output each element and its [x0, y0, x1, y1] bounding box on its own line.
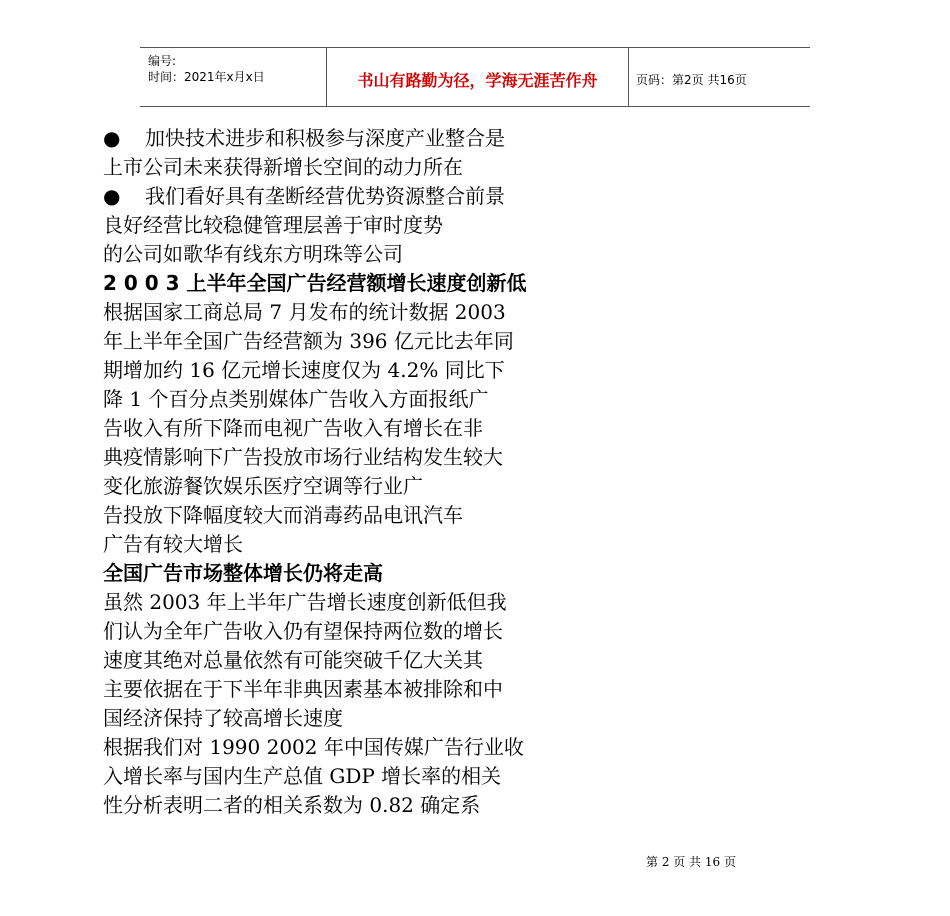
text-line [103, 617, 623, 646]
text-line [103, 153, 623, 182]
text-line [103, 675, 623, 704]
text-line [103, 211, 623, 240]
line-text: 我们看好具有垄断经营优势资源整合前景 [145, 184, 505, 208]
header-motto: 书山有路勤为径，学海无涯苦作舟 [357, 71, 598, 90]
line-text: 性分析表明二者的相关系数为 0.82 确定系 [103, 793, 481, 817]
line-text: 变化旅游餐饮娱乐医疗空调等行业广 [103, 474, 423, 498]
header-page-info: 页码：第2页 共16页 [636, 73, 747, 87]
line-text: 国经济保持了较高增长速度 [103, 706, 343, 730]
line-text: 上市公司未来获得新增长空间的动力所在 [103, 155, 463, 179]
line-text: 主要依据在于下半年非典因素基本被排除和中 [103, 677, 503, 701]
text-line [103, 733, 623, 762]
section-heading [103, 269, 623, 298]
line-text: 广告有较大增长 [103, 532, 243, 556]
line-text: 告收入有所下降而电视广告收入有增长在非 [103, 416, 483, 440]
text-line [103, 240, 623, 269]
text-line [103, 443, 623, 472]
text-line [103, 298, 623, 327]
text-line [103, 356, 623, 385]
text-line [103, 530, 623, 559]
header-page-cell [629, 48, 810, 106]
line-text: 的公司如歌华有线东方明珠等公司 [103, 242, 403, 266]
text-line [103, 414, 623, 443]
line-text: 降 1 个百分点类别媒体广告收入方面报纸广 [103, 387, 489, 411]
line-text: 速度其绝对总量依然有可能突破千亿大关其 [103, 648, 483, 672]
document-header [140, 47, 810, 107]
text-line [103, 385, 623, 414]
text-line [103, 588, 623, 617]
text-line [103, 501, 623, 530]
header-meta-cell [140, 48, 327, 106]
text-line [103, 327, 623, 356]
section-heading [103, 559, 623, 588]
document-body [103, 124, 623, 820]
line-text: 虽然 2003 年上半年广告增长速度创新低但我 [103, 590, 507, 614]
line-text: 年上半年全国广告经营额为 396 亿元比去年同 [103, 329, 514, 353]
footer-page-number: 第 2 页 共 16 页 [646, 855, 736, 869]
text-line [103, 704, 623, 733]
line-text: 加快技术进步和积极参与深度产业整合是 [145, 126, 505, 150]
line-text: 们认为全年广告收入仍有望保持两位数的增长 [103, 619, 503, 643]
bullet-icon: ● [103, 126, 121, 150]
line-text: 根据我们对 1990 2002 年中国传媒广告行业收 [103, 735, 524, 759]
text-line [103, 646, 623, 675]
text-line [103, 472, 623, 501]
number-label: 编号: [148, 54, 177, 68]
line-text: 全国广告市场整体增长仍将走高 [103, 561, 383, 585]
line-text: 根据国家工商总局 7 月发布的统计数据 2003 [103, 300, 506, 324]
text-line [103, 124, 623, 153]
line-text: 良好经营比较稳健管理层善于审时度势 [103, 213, 443, 237]
bullet-icon: ● [103, 184, 121, 208]
line-text: 典疫情影响下广告投放市场行业结构发生较大 [103, 445, 503, 469]
text-line [103, 762, 623, 791]
line-text: 2 0 0 3 上半年全国广告经营额增长速度创新低 [103, 271, 527, 295]
text-line [103, 182, 623, 211]
text-line [103, 791, 623, 820]
line-text: 告投放下降幅度较大而消毒药品电讯汽车 [103, 503, 463, 527]
header-motto-cell [327, 48, 629, 106]
time-label: 时间：2021年x月x日 [148, 70, 265, 84]
line-text: 期增加约 16 亿元增长速度仅为 4.2% 同比下 [103, 358, 505, 382]
line-text: 入增长率与国内生产总值 GDP 增长率的相关 [103, 764, 502, 788]
